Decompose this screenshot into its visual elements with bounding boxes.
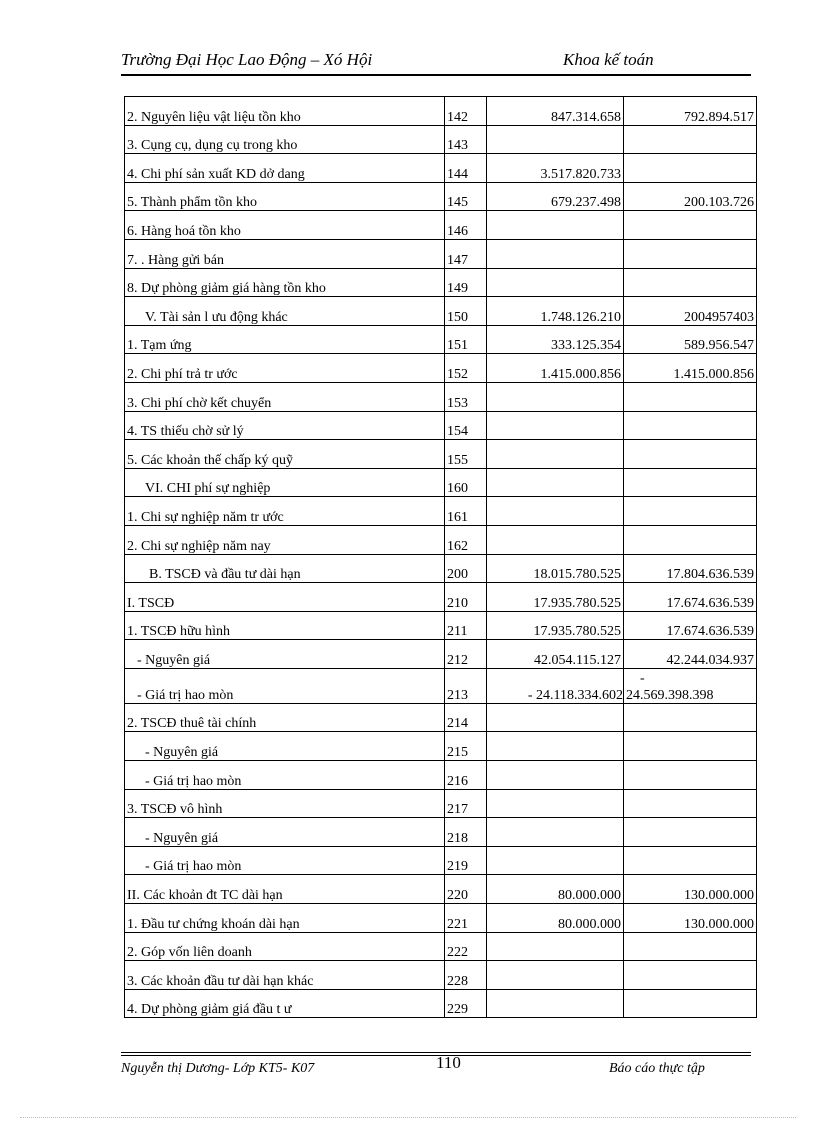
row-value-end: 17.804.636.539: [624, 554, 757, 583]
row-description: 3. Cụng cụ, dụng cụ trong kho: [125, 125, 445, 154]
row-code: 161: [445, 497, 487, 526]
row-value-start: [487, 411, 624, 440]
row-value-end: [624, 239, 757, 268]
row-value-end: [624, 525, 757, 554]
row-value-end-split: [624, 668, 757, 703]
row-value-end: [624, 497, 757, 526]
row-description: 4. TS thiếu chờ sử lý: [125, 411, 445, 440]
table-row: [125, 732, 757, 761]
row-value-start: 18.015.780.525: [487, 554, 624, 583]
row-value-end: [624, 268, 757, 297]
row-value-end: [624, 382, 757, 411]
row-value-end: [624, 761, 757, 790]
row-code: 200: [445, 554, 487, 583]
row-code: 153: [445, 382, 487, 411]
row-description: 4. Dự phòng giảm giá đầu t ư: [125, 989, 445, 1018]
row-code: 220: [445, 875, 487, 904]
row-value-start: [487, 732, 624, 761]
row-value-end: [624, 932, 757, 961]
page-number: 110: [436, 1053, 461, 1072]
footer-report-title: Báo cáo thực tập: [609, 1061, 705, 1076]
row-code: 215: [445, 732, 487, 761]
row-value-start: [487, 268, 624, 297]
row-value-start: [487, 703, 624, 732]
row-description: II. Các khoản đt TC dài hạn: [125, 875, 445, 904]
table-row: [125, 297, 757, 326]
table-row: [125, 846, 757, 875]
row-code: 149: [445, 268, 487, 297]
row-value-start: - 24.118.334.602: [487, 668, 624, 703]
table-row: [125, 818, 757, 847]
department-name: Khoa kế toán: [563, 50, 654, 69]
row-code: 145: [445, 182, 487, 211]
row-value-start: [487, 932, 624, 961]
school-name: Trường Đại Học Lao Động – Xó Hội: [121, 50, 373, 69]
row-value-end: [624, 703, 757, 732]
row-value-start: [487, 468, 624, 497]
row-code: 213: [445, 668, 487, 703]
row-description: 2. Góp vốn liên doanh: [125, 932, 445, 961]
table-row: [125, 382, 757, 411]
row-value-start: [487, 989, 624, 1018]
row-value-start: [487, 211, 624, 240]
row-code: 212: [445, 640, 487, 669]
row-code: 143: [445, 125, 487, 154]
row-description: - Giá trị hao mòn: [125, 668, 445, 703]
row-value-start: [487, 818, 624, 847]
row-description: 8. Dự phòng giảm giá hàng tồn kho: [125, 268, 445, 297]
row-value-end: 42.244.034.937: [624, 640, 757, 669]
table-row: [125, 961, 757, 990]
table-row: [125, 525, 757, 554]
row-value-start: 333.125.354: [487, 325, 624, 354]
row-value-start: [487, 525, 624, 554]
row-description: 3. TSCĐ vô hình: [125, 789, 445, 818]
row-value-start: 1.748.126.210: [487, 297, 624, 326]
row-description: 2. TSCĐ thuê tài chính: [125, 703, 445, 732]
row-value-end: [624, 411, 757, 440]
row-value-end: [624, 818, 757, 847]
row-value-end: [624, 989, 757, 1018]
table-row: [125, 411, 757, 440]
row-code: 218: [445, 818, 487, 847]
row-value-end: [624, 211, 757, 240]
row-value-end: 200.103.726: [624, 182, 757, 211]
row-value-end: [624, 789, 757, 818]
row-code: 150: [445, 297, 487, 326]
row-value-end: 24.569.398.398: [626, 687, 714, 703]
row-value-end: 17.674.636.539: [624, 583, 757, 612]
row-code: 229: [445, 989, 487, 1018]
row-value-start: [487, 440, 624, 469]
row-value-start: [487, 239, 624, 268]
row-code: 160: [445, 468, 487, 497]
row-code: 211: [445, 611, 487, 640]
row-value-start: 80.000.000: [487, 904, 624, 933]
table-row: [125, 325, 757, 354]
page-footer: [121, 1052, 751, 1076]
row-description: 5. Thành phẩm tồn kho: [125, 182, 445, 211]
table-row: [125, 875, 757, 904]
page-edge-dots: [20, 1117, 796, 1118]
row-code: 217: [445, 789, 487, 818]
row-value-start: 679.237.498: [487, 182, 624, 211]
row-value-start: 1.415.000.856: [487, 354, 624, 383]
row-code: 219: [445, 846, 487, 875]
row-code: 210: [445, 583, 487, 612]
row-value-end: [624, 154, 757, 183]
row-code: 142: [445, 97, 487, 126]
table-row: [125, 125, 757, 154]
table-row: [125, 554, 757, 583]
footer-author: Nguyễn thị Dương- Lớp KT5- K07: [121, 1061, 315, 1076]
row-description: 1. Tạm ứng: [125, 325, 445, 354]
table-row: [125, 97, 757, 126]
row-value-end: [624, 125, 757, 154]
table-row: [125, 789, 757, 818]
table-row: [125, 611, 757, 640]
row-description: 6. Hàng hoá tồn kho: [125, 211, 445, 240]
row-code: 222: [445, 932, 487, 961]
row-description: - Nguyên giá: [125, 818, 445, 847]
row-value-start: [487, 789, 624, 818]
row-code: 221: [445, 904, 487, 933]
row-description: 2. Chi sự nghiệp năm nay: [125, 525, 445, 554]
row-description: I. TSCĐ: [125, 583, 445, 612]
page-header: [121, 48, 751, 76]
row-value-start: 17.935.780.525: [487, 611, 624, 640]
row-code: 162: [445, 525, 487, 554]
row-code: 151: [445, 325, 487, 354]
row-code: 216: [445, 761, 487, 790]
row-value-start: 847.314.658: [487, 97, 624, 126]
row-description: VI. CHI phí sự nghiệp: [125, 468, 445, 497]
row-value-end: [624, 440, 757, 469]
row-description: 1. TSCĐ hữu hình: [125, 611, 445, 640]
row-code: 155: [445, 440, 487, 469]
row-value-start: [487, 382, 624, 411]
row-value-end: [624, 961, 757, 990]
row-value-end: 130.000.000: [624, 875, 757, 904]
row-description: 1. Đầu tư chứng khoán dài hạn: [125, 904, 445, 933]
table-row: [125, 497, 757, 526]
row-description: 1. Chi sự nghiệp năm tr ước: [125, 497, 445, 526]
row-value-start: [487, 125, 624, 154]
row-description: 5. Các khoản thế chấp ký quỹ: [125, 440, 445, 469]
balance-sheet-table: [124, 96, 757, 1018]
row-value-start: [487, 497, 624, 526]
row-description: - Nguyên giá: [125, 640, 445, 669]
row-value-start: [487, 961, 624, 990]
row-value-end: 589.956.547: [624, 325, 757, 354]
table-row: [125, 932, 757, 961]
row-value-end: 2004957403: [624, 297, 757, 326]
row-value-end: [624, 468, 757, 497]
table-row: [125, 239, 757, 268]
table-row: [125, 154, 757, 183]
row-code: 146: [445, 211, 487, 240]
table-row: [125, 904, 757, 933]
row-value-start: [487, 761, 624, 790]
table-row: [125, 668, 757, 703]
table-row: [125, 182, 757, 211]
row-value-end: 17.674.636.539: [624, 611, 757, 640]
row-code: 214: [445, 703, 487, 732]
row-value-start: [487, 846, 624, 875]
row-value-end: 792.894.517: [624, 97, 757, 126]
row-value-start: 80.000.000: [487, 875, 624, 904]
table-row: [125, 354, 757, 383]
row-code: 144: [445, 154, 487, 183]
row-description: 2. Chi phí trả tr ước: [125, 354, 445, 383]
row-value-start: 17.935.780.525: [487, 583, 624, 612]
row-value-start: 42.054.115.127: [487, 640, 624, 669]
table-row: [125, 703, 757, 732]
row-description: 7. . Hàng gửi bán: [125, 239, 445, 268]
row-code: 147: [445, 239, 487, 268]
table-row: [125, 583, 757, 612]
table-row: [125, 640, 757, 669]
row-description: 4. Chi phí sản xuất KD dở dang: [125, 154, 445, 183]
row-description: 3. Các khoản đầu tư dài hạn khác: [125, 961, 445, 990]
row-value-end: 1.415.000.856: [624, 354, 757, 383]
row-description: 2. Nguyên liệu vật liệu tồn kho: [125, 97, 445, 126]
table-row: [125, 761, 757, 790]
row-description: - Giá trị hao mòn: [125, 846, 445, 875]
row-code: 152: [445, 354, 487, 383]
table-row: [125, 268, 757, 297]
row-description: V. Tài sản l ưu động khác: [125, 297, 445, 326]
row-value-end: [624, 846, 757, 875]
row-description: B. TSCĐ và đầu tư dài hạn: [125, 554, 445, 583]
table-row: [125, 440, 757, 469]
row-value-end: [624, 732, 757, 761]
table-row: [125, 989, 757, 1018]
row-value-start: 3.517.820.733: [487, 154, 624, 183]
row-description: - Nguyên giá: [125, 732, 445, 761]
row-code: 154: [445, 411, 487, 440]
table-row: [125, 211, 757, 240]
negative-sign: -: [640, 670, 645, 686]
row-code: 228: [445, 961, 487, 990]
row-value-end: 130.000.000: [624, 904, 757, 933]
row-description: - Giá trị hao mòn: [125, 761, 445, 790]
table-row: [125, 468, 757, 497]
row-description: 3. Chi phí chờ kết chuyển: [125, 382, 445, 411]
